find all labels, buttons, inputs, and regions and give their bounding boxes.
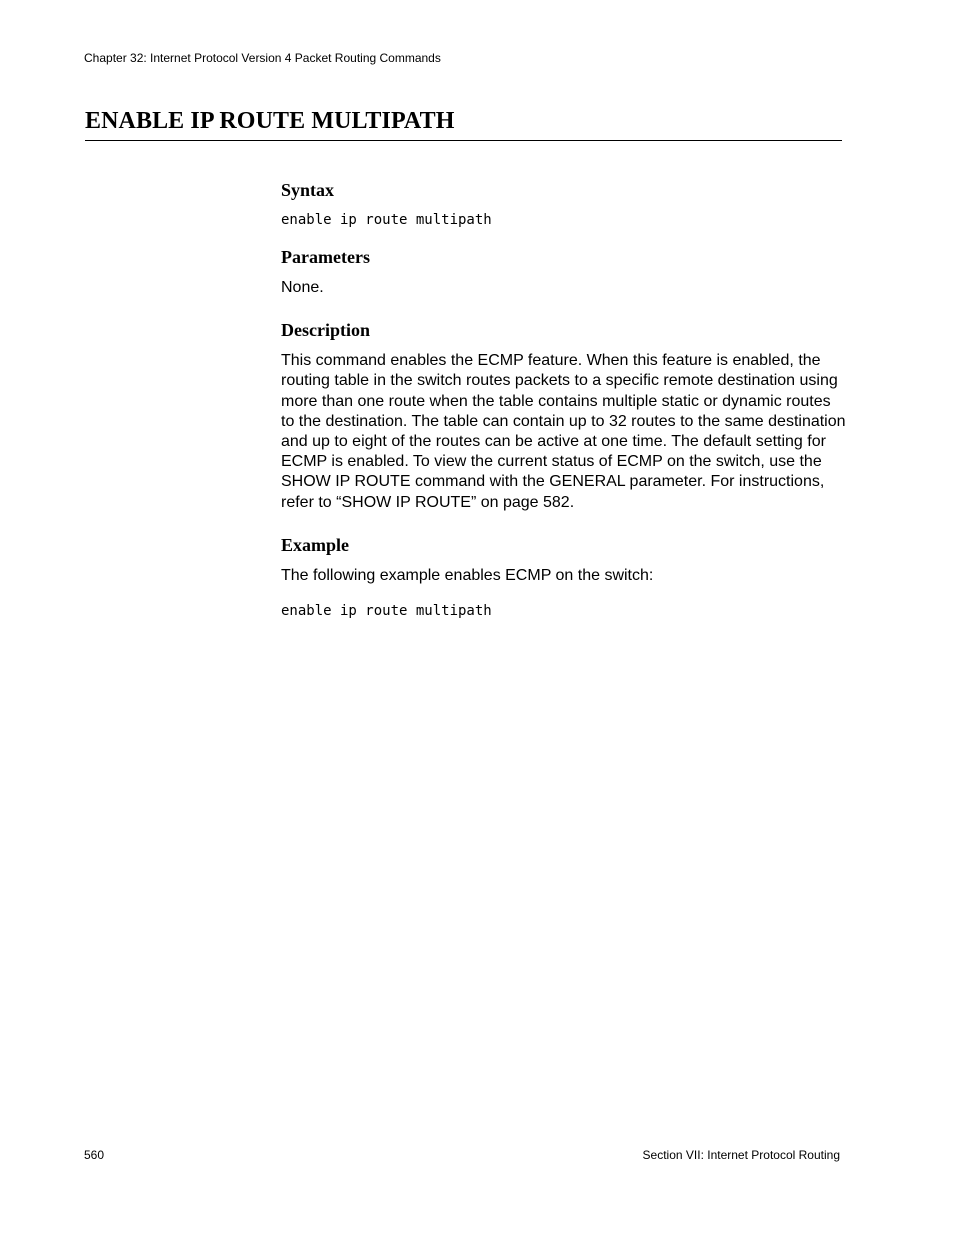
page-title: ENABLE IP ROUTE MULTIPATH: [85, 108, 455, 134]
syntax-code: enable ip route multipath: [281, 212, 492, 228]
syntax-heading: Syntax: [281, 180, 335, 200]
parameters-text: None.: [281, 279, 324, 296]
description-text: This command enables the ECMP feature. When this feature is enabled, the routing table in the switch routes packets to a specific remote destination using more than one route when the table contains multiple static or dynamic routes to the destination. The table can contain up to 32 routes to the same destination and up to eight of the routes can be active at one time. The default setting for ECMP is enabled. To view the current status of ECMP on the switch, use the SHOW IP ROUTE command with the GENERAL parameter. For instructions, refer to “SHOW IP ROUTE” on page 582.: [281, 352, 846, 511]
description-heading: Description: [281, 320, 370, 341]
example-code: enable ip route multipath: [281, 603, 492, 620]
parameters-heading: Parameters: [281, 247, 370, 267]
main-content: [281, 178, 847, 620]
example-text: The following example enables ECMP on the switch:: [281, 566, 654, 584]
title-divider: [85, 140, 842, 141]
running-footer-section: Section VII: Internet Protocol Routing: [642, 1148, 840, 1162]
running-header: Chapter 32: Internet Protocol Version 4 Packet Routing Commands: [84, 51, 441, 65]
page-number: 560: [84, 1148, 105, 1162]
example-heading: Example: [281, 534, 350, 555]
